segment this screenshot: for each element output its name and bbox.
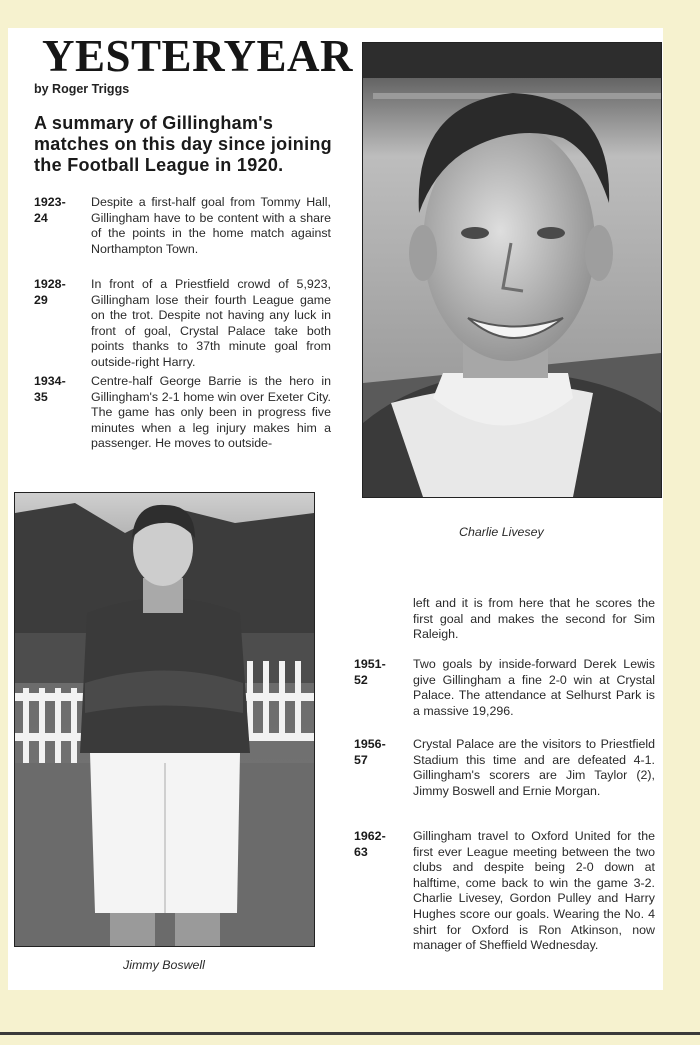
portrait-illustration xyxy=(363,43,661,497)
photo-charlie-livesey xyxy=(362,42,662,498)
season-label: 1962-63 xyxy=(354,829,386,859)
portrait-illustration xyxy=(15,493,314,946)
season-text: Gillingham travel to Oxford United for the first ever League meeting between the two clubs and despite being 2-0 down at halftime, come back to win the game 3-2. Charlie Livesey, Gordon Pulley and Harry Hughes score our goals. Wearing the No. 4 shirt for Oxford is Ron Atkinson, now manager of Sheffield Wednesday. xyxy=(413,829,655,953)
season-text: Centre-half George Barrie is the hero in Gillingham's 2-1 home win over Exeter City. The game has only been in progress five minutes when a leg injury makes him a passenger. He moves to outside- xyxy=(91,374,331,451)
season-text: Two goals by inside-forward Derek Lewis give Gillingham a fine 2-0 win at Crystal Palace. The attendance at Selhurst Park is a massive 19,296. xyxy=(413,657,655,718)
photo-jimmy-boswell xyxy=(14,492,315,947)
season-text: Crystal Palace are the visitors to Priestfield Stadium this time and are defeated 4-1. Gillingham's scorers are Jim Taylor (2), Jimmy Boswell and Ernie Morgan. xyxy=(413,737,655,798)
season-text: In front of a Priestfield crowd of 5,923, Gillingham lose their fourth League game on the trot. Despite not having any luck in front of goal, Crystal Palace take both points thanks to 37th minute goal from outside-right Harry. xyxy=(91,277,331,369)
byline: by Roger Triggs xyxy=(34,82,130,96)
page-title: YESTERYEAR xyxy=(42,31,353,81)
season-label: 1956-57 xyxy=(354,737,386,767)
season-label: 1923-24 xyxy=(34,195,66,225)
photo-caption: Jimmy Boswell xyxy=(123,958,205,972)
continued-text: left and it is from here that he scores the first goal and makes the second for Sim Raleigh. xyxy=(413,596,655,642)
season-label: 1951-52 xyxy=(354,657,386,687)
season-label: 1928-29 xyxy=(34,277,66,307)
season-text: Despite a first-half goal from Tommy Hall, Gillingham have to be content with a share of the points in the home match against Northampton Town. xyxy=(91,195,331,256)
intro-heading: A summary of Gillingham's matches on this day since joining the Football League in 1920. xyxy=(34,113,332,175)
photo-caption: Charlie Livesey xyxy=(459,525,544,539)
season-label: 1934-35 xyxy=(34,374,66,404)
page-bottom-rule xyxy=(0,1032,700,1035)
